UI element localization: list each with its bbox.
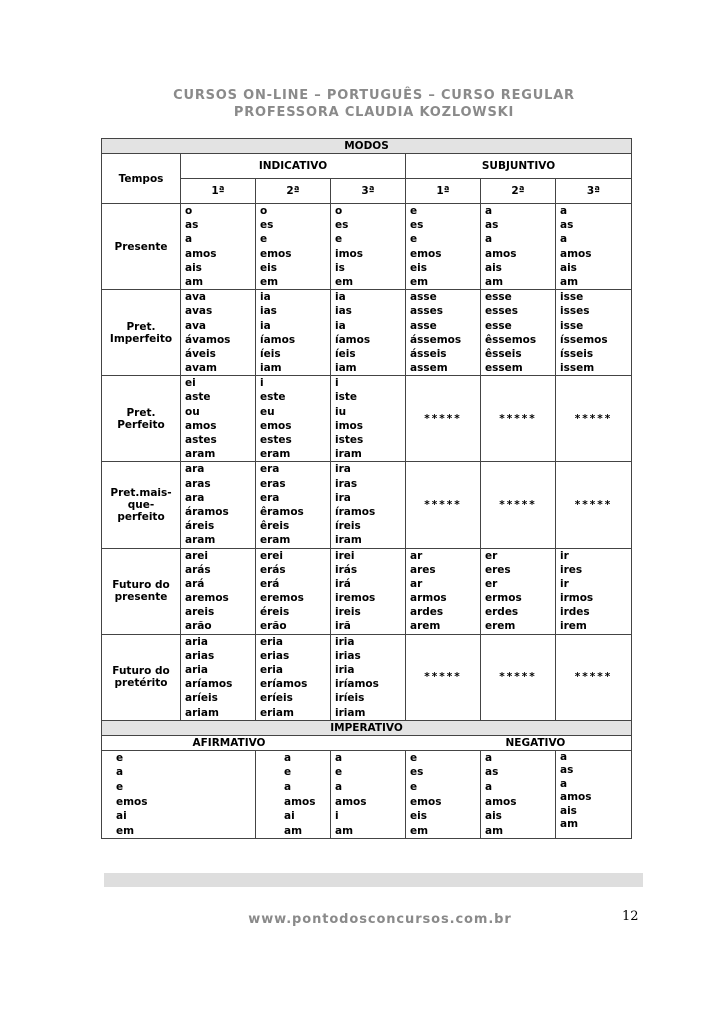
imperativo-ending: e: [116, 751, 124, 764]
ending: eria: [260, 664, 283, 676]
not-applicable-stars: *****: [406, 376, 481, 462]
tense-row: [102, 462, 632, 548]
ending: éreis: [260, 606, 290, 619]
ending: ira: [335, 491, 351, 504]
not-applicable-stars: *****: [481, 462, 556, 548]
imperativo-ending: es: [410, 766, 424, 779]
imperativo-ending: am: [485, 824, 504, 837]
ending: ais: [485, 261, 502, 274]
ending: is: [335, 261, 345, 274]
ending: asses: [410, 305, 443, 318]
ending: i: [335, 377, 339, 390]
tense-name: Pret. Perfeito: [102, 376, 181, 462]
ending: ara: [185, 491, 205, 504]
ending-cell: [481, 548, 556, 634]
ending: eres: [485, 563, 511, 576]
ending: iriam: [335, 706, 366, 719]
ending: as: [560, 219, 574, 232]
ending: êreis: [260, 520, 290, 533]
ending: eras: [260, 477, 286, 490]
imperativo-ending: a: [560, 777, 568, 790]
ending: êramos: [260, 505, 304, 518]
not-applicable-stars: *****: [556, 376, 632, 462]
ending: essem: [485, 362, 523, 375]
footer-divider-bar: [104, 873, 643, 887]
ending: ávamos: [185, 333, 231, 346]
imperativo-spacer: [102, 735, 181, 750]
ending-cell: [331, 548, 406, 634]
ending: iam: [335, 362, 357, 375]
not-applicable-stars: *****: [406, 634, 481, 720]
ending: ia: [260, 291, 271, 304]
imperativo-ending: as: [485, 766, 499, 779]
ending: iras: [335, 477, 358, 490]
ending: a: [560, 233, 568, 246]
ending: ais: [560, 261, 577, 274]
person-header: 1ª: [181, 179, 256, 204]
ending: iram: [335, 448, 362, 461]
ending: íramos: [335, 505, 376, 518]
ending: as: [185, 219, 199, 232]
imperativo-ending: amos: [485, 795, 517, 808]
ending: avas: [185, 305, 213, 318]
imperativo-ending: a: [485, 780, 493, 793]
ending: aras: [185, 477, 211, 490]
ending: iria: [335, 635, 355, 648]
ending: eriam: [260, 706, 294, 719]
ending: erem: [485, 620, 516, 633]
ending: ássemos: [410, 333, 462, 346]
ending: e: [410, 205, 418, 217]
ending: ar: [410, 549, 423, 562]
ending-cell: [181, 290, 256, 376]
ending-cell: [331, 290, 406, 376]
tense-row: [102, 204, 632, 290]
imperativo-column: [331, 750, 406, 839]
ending-cell: [181, 634, 256, 720]
ending: emos: [260, 419, 292, 432]
document-header: [100, 87, 648, 121]
ending: ireis: [335, 606, 361, 619]
modos-header: MODOS: [102, 139, 632, 154]
ending: eram: [260, 448, 291, 461]
imperativo-ending: a: [335, 751, 343, 764]
ending: erás: [260, 563, 286, 576]
ending: irás: [335, 563, 358, 576]
ending: areis: [185, 606, 215, 619]
ending: eram: [260, 534, 291, 547]
ending: em: [260, 275, 279, 288]
ending: ará: [185, 577, 205, 590]
header-professor-line: PROFESSORA CLAUDIA KOZLOWSKI: [233, 105, 515, 120]
ending: ires: [560, 563, 583, 576]
imperativo-ending: ai: [116, 810, 127, 823]
imperativo-ending: e: [410, 751, 418, 764]
ending: a: [485, 205, 493, 217]
ending: iremos: [335, 592, 376, 605]
imperativo-ending: emos: [116, 795, 148, 808]
ending: este: [260, 391, 286, 404]
ending: aria: [185, 635, 208, 648]
ending: áveis: [185, 347, 216, 360]
ending: armos: [410, 592, 447, 605]
ending: e: [410, 233, 418, 246]
ending: amos: [185, 419, 217, 432]
ending: irdes: [560, 606, 590, 619]
ending-cell: [406, 290, 481, 376]
ending-cell: [331, 376, 406, 462]
ending: eremos: [260, 592, 304, 605]
ending: ei: [185, 377, 196, 390]
ending: ia: [260, 319, 271, 332]
ending: erá: [260, 577, 280, 590]
imperativo-ending: e: [410, 780, 418, 793]
ending: esse: [485, 319, 512, 332]
imperativo-column: [256, 750, 331, 839]
ending: ares: [410, 563, 436, 576]
ending: ir: [560, 549, 569, 562]
ending: e: [335, 233, 343, 246]
ending: ais: [185, 261, 202, 274]
ending: era: [260, 491, 280, 504]
tense-name: Pret.mais- que- perfeito: [102, 462, 181, 548]
ending: êssemos: [485, 333, 537, 346]
ending: isse: [560, 319, 584, 332]
ending: arem: [410, 620, 441, 633]
footer-url: www.pontodosconcursos.com.br: [248, 912, 512, 927]
ending: aram: [185, 534, 216, 547]
ending: am: [185, 275, 204, 288]
ending: ir: [560, 577, 569, 590]
ending: ariam: [185, 706, 219, 719]
ending: imos: [335, 419, 364, 432]
ending: era: [260, 463, 280, 476]
not-applicable-stars: *****: [556, 462, 632, 548]
ending: erei: [260, 549, 284, 562]
ending-cell: [556, 548, 632, 634]
ending: istes: [335, 434, 364, 446]
ending-cell: [181, 462, 256, 548]
not-applicable-stars: *****: [406, 462, 481, 548]
ending: emos: [260, 247, 292, 260]
ending-cell: [256, 204, 331, 290]
person-header: 3ª: [331, 179, 406, 204]
ending: íreis: [335, 520, 361, 533]
verb-endings-table: [101, 138, 632, 839]
ending: aríeis: [185, 692, 218, 705]
imperativo-column: [406, 750, 481, 839]
ending: a: [560, 205, 568, 217]
ending: iam: [260, 362, 282, 375]
ending: ia: [335, 319, 346, 332]
ending: em: [335, 275, 354, 288]
ending-cell: [256, 634, 331, 720]
ending: amos: [185, 247, 217, 260]
ending: eríeis: [260, 692, 293, 705]
ending: asse: [410, 319, 437, 332]
imperativo-ending: am: [560, 818, 579, 831]
ending: isses: [560, 305, 590, 318]
ending-cell: [181, 548, 256, 634]
imperativo-column: [556, 750, 632, 839]
ending: iram: [335, 534, 362, 547]
ending: arão: [185, 620, 212, 633]
imperativo-ending: a: [335, 780, 343, 793]
ending: áramos: [185, 505, 229, 518]
ending: ou: [185, 405, 200, 418]
imperativo-ending: ais: [560, 804, 577, 817]
ending: astes: [185, 434, 217, 446]
person-header: 3ª: [556, 179, 632, 204]
ending: irá: [335, 577, 351, 590]
ending: arei: [185, 549, 208, 562]
ending: irã: [335, 620, 351, 633]
ending: as: [485, 219, 499, 232]
ending: ava: [185, 319, 207, 332]
ending: imos: [335, 247, 364, 260]
not-applicable-stars: *****: [481, 376, 556, 462]
ending: es: [410, 219, 424, 232]
ending: aríamos: [185, 678, 233, 691]
ending: o: [335, 205, 343, 217]
ending: ira: [335, 463, 351, 476]
ending: êsseis: [485, 347, 522, 360]
tense-row: [102, 548, 632, 634]
header-course-line: CURSOS ON-LINE – PORTUGUÊS – CURSO REGULAR: [173, 88, 575, 103]
ending: e: [260, 233, 268, 246]
imperativo-column: [102, 750, 256, 839]
ending-cell: [331, 634, 406, 720]
ending: amos: [560, 247, 592, 260]
ending: ásseis: [410, 347, 447, 360]
ending: asse: [410, 291, 437, 304]
imperativo-ending: a: [560, 750, 568, 763]
ending: eria: [260, 635, 283, 648]
imperativo-ending: e: [284, 766, 292, 779]
imperativo-ending: amos: [335, 795, 367, 808]
ending: aste: [185, 391, 211, 404]
ending: ias: [335, 305, 352, 318]
imperativo-ending: a: [284, 751, 292, 764]
page-number: 12: [622, 909, 639, 924]
ending: ia: [335, 291, 346, 304]
ending: arias: [185, 649, 215, 662]
ending: er: [485, 577, 498, 590]
ending: iste: [335, 391, 357, 404]
ending-cell: [331, 462, 406, 548]
ending: erdes: [485, 606, 519, 619]
ending: i: [260, 377, 264, 390]
ending: arás: [185, 563, 211, 576]
ending: eis: [260, 261, 277, 274]
ending: es: [260, 219, 274, 232]
imperativo-ending: e: [116, 780, 124, 793]
ending: am: [485, 275, 504, 288]
ending: aria: [185, 664, 208, 676]
ending: esse: [485, 291, 512, 304]
ending: estes: [260, 434, 292, 446]
imperativo-column: [481, 750, 556, 839]
indicativo-header: INDICATIVO: [181, 154, 406, 179]
ending: ermos: [485, 592, 522, 605]
ending: eis: [410, 261, 427, 274]
ending-cell: [481, 290, 556, 376]
ending: íssemos: [560, 333, 608, 346]
imperativo-ending: em: [116, 824, 135, 837]
imperativo-ending: ai: [284, 810, 295, 823]
ending-cell: [181, 376, 256, 462]
ending-cell: [481, 204, 556, 290]
ending: irem: [560, 620, 587, 633]
imperativo-ending: am: [284, 824, 303, 837]
ending-cell: [256, 376, 331, 462]
ending: a: [185, 233, 193, 246]
imperativo-ending: amos: [560, 791, 592, 804]
ending: ias: [260, 305, 277, 318]
imperativo-header: IMPERATIVO: [102, 720, 632, 735]
not-applicable-stars: *****: [481, 634, 556, 720]
not-applicable-stars: *****: [556, 634, 632, 720]
ending: es: [335, 219, 349, 232]
ending: assem: [410, 362, 448, 375]
ending: irias: [335, 649, 361, 662]
imperativo-ending: a: [284, 780, 292, 793]
imperativo-ending: em: [410, 824, 429, 837]
ending: issem: [560, 362, 595, 375]
ending: iu: [335, 405, 347, 418]
subjuntivo-header: SUBJUNTIVO: [406, 154, 632, 179]
ending: amos: [485, 247, 517, 260]
ending: er: [485, 549, 498, 562]
ending: áreis: [185, 520, 215, 533]
tense-row: [102, 376, 632, 462]
ending: iríamos: [335, 678, 379, 691]
ending-cell: [331, 204, 406, 290]
ending-cell: [406, 548, 481, 634]
ending-cell: [406, 204, 481, 290]
negativo-header: NEGATIVO: [406, 735, 632, 750]
imperativo-ending: eis: [410, 810, 427, 823]
ending: ar: [410, 577, 423, 590]
ending: em: [410, 275, 429, 288]
ending: irei: [335, 549, 355, 562]
tense-name: Futuro do presente: [102, 548, 181, 634]
afirmativo-header: AFIRMATIVO: [181, 735, 406, 750]
ending: o: [260, 205, 268, 217]
ending: o: [185, 205, 193, 217]
ending-cell: [256, 462, 331, 548]
ending: iria: [335, 664, 355, 676]
ending: íamos: [335, 333, 371, 346]
imperativo-ending: e: [335, 766, 343, 779]
ending: ara: [185, 463, 205, 476]
ending: ardes: [410, 606, 444, 619]
ending: isse: [560, 291, 584, 304]
person-header: 1ª: [406, 179, 481, 204]
ending-cell: [556, 204, 632, 290]
ending: eríamos: [260, 678, 308, 691]
tense-name: Futuro do pretérito: [102, 634, 181, 720]
ending: aremos: [185, 592, 229, 605]
tense-name: Pret. Imperfeito: [102, 290, 181, 376]
ending: am: [560, 275, 579, 288]
imperativo-ending: ais: [485, 810, 502, 823]
ending: iríeis: [335, 692, 365, 705]
ending: esses: [485, 305, 518, 318]
ending: erias: [260, 649, 290, 662]
person-header: 2ª: [256, 179, 331, 204]
ending: emos: [410, 247, 442, 260]
imperativo-ending: a: [116, 766, 124, 779]
ending-cell: [181, 204, 256, 290]
ending-cell: [256, 548, 331, 634]
ending: erão: [260, 620, 287, 633]
ending: íamos: [260, 333, 296, 346]
ending: ava: [185, 291, 207, 304]
ending: íeis: [260, 347, 281, 360]
ending: ísseis: [560, 347, 594, 360]
imperativo-ending: i: [335, 810, 339, 823]
ending: irmos: [560, 592, 594, 605]
ending: eu: [260, 405, 275, 418]
tense-row: [102, 290, 632, 376]
ending: aram: [185, 448, 216, 461]
imperativo-ending: a: [485, 751, 493, 764]
ending: avam: [185, 362, 217, 375]
ending-cell: [556, 290, 632, 376]
imperativo-ending: as: [560, 764, 574, 777]
ending: íeis: [335, 347, 356, 360]
tense-name: Presente: [102, 204, 181, 290]
tense-row: [102, 634, 632, 720]
person-header: 2ª: [481, 179, 556, 204]
ending-cell: [256, 290, 331, 376]
imperativo-ending: am: [335, 824, 354, 837]
ending: a: [485, 233, 493, 246]
imperativo-ending: amos: [284, 795, 316, 808]
imperativo-ending: emos: [410, 795, 442, 808]
tempos-header: Tempos: [102, 154, 181, 204]
